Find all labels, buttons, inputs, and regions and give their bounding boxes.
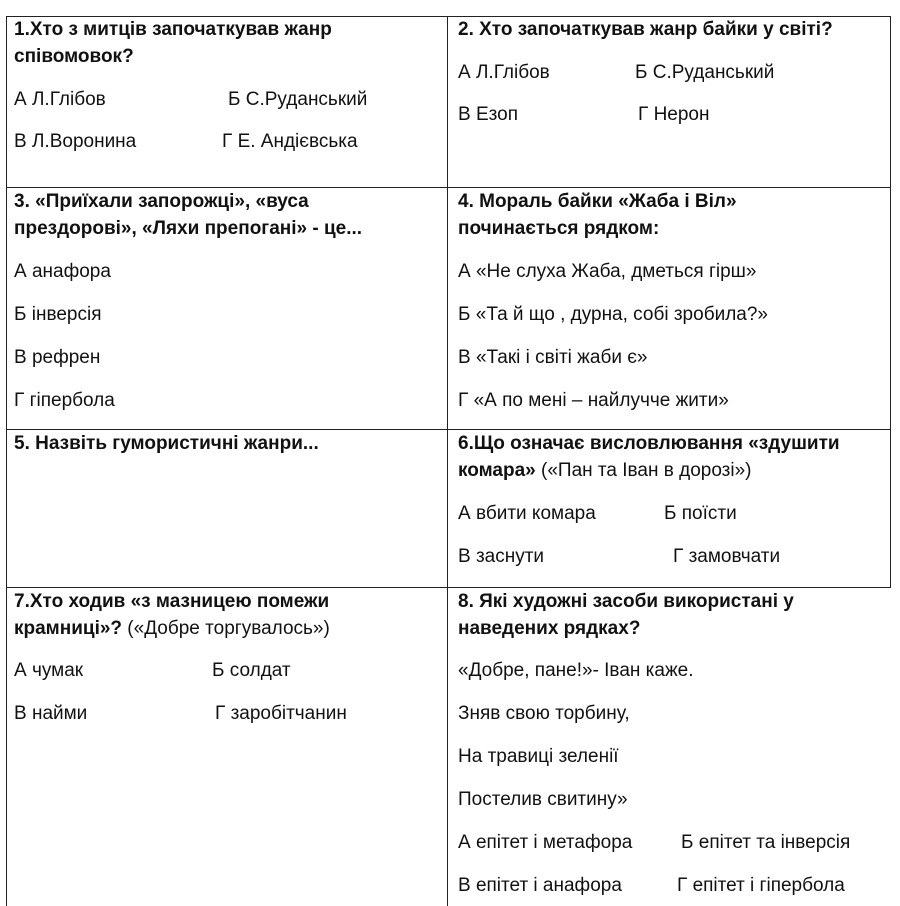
question-2-option-g: Г Нерон: [638, 104, 710, 125]
question-7-title-bold: крамниці»?: [14, 618, 123, 639]
question-1-option-v: В Л.Воронина: [14, 131, 137, 152]
question-6-title-bold: комара»: [458, 460, 536, 481]
question-1-option-g: Г Е. Андієвська: [222, 131, 358, 152]
question-8-title-line-1: 8. Які художні засоби використані у: [458, 591, 794, 612]
question-7-option-b: Б солдат: [212, 660, 291, 681]
question-2-title: 2. Хто започаткував жанр байки у світі?: [458, 19, 833, 40]
quiz-table: [6, 16, 891, 906]
question-2-option-a: А Л.Глібов: [458, 62, 550, 83]
question-5-title: 5. Назвіть гумористичні жанри...: [14, 433, 319, 454]
question-6-title-line-1: 6.Що означає висловлювання «здушити: [458, 433, 840, 454]
question-8-poem-line-3: На травиці зеленії: [458, 746, 619, 767]
question-3-option-b: Б інверсія: [14, 304, 102, 325]
question-7-option-a: А чумак: [14, 660, 84, 681]
question-3-title-line-2: прездорові», «Ляхи препогані» - це...: [14, 218, 363, 239]
question-3-option-a: А анафора: [14, 261, 111, 282]
row-divider-3: [6, 587, 891, 588]
question-8-title-line-2: наведених рядках?: [458, 618, 641, 639]
question-3-option-g: Г гіпербола: [14, 390, 115, 411]
question-4-title-line-1: 4. Мораль байки «Жаба і Віл»: [458, 191, 737, 212]
question-7-title-source: («Добре торгувалось»): [122, 618, 330, 639]
table-border-right: [890, 16, 891, 588]
row-divider-2: [6, 429, 891, 430]
table-border-middle: [447, 16, 448, 906]
question-7-title-line-2: [14, 618, 330, 640]
question-6-title-line-2: [458, 460, 752, 482]
question-6-option-b: Б поїсти: [664, 503, 737, 524]
table-border-left: [6, 16, 7, 906]
question-6-option-v: В заснути: [458, 546, 545, 567]
question-8-poem-line-4: Постелив свитину»: [458, 789, 628, 810]
question-2-option-b: Б С.Руданський: [635, 62, 775, 83]
question-4-option-b: Б «Та й що , дурна, собі зробила?»: [458, 304, 768, 325]
question-7-option-g: Г заробітчанин: [215, 703, 347, 724]
question-8-option-a: А епітет і метафора: [458, 832, 633, 853]
question-3-title-line-1: 3. «Приїхали запорожці», «вуса: [14, 191, 309, 212]
question-7-title-line-1: 7.Хто ходив «з мазницею помежи: [14, 591, 330, 612]
table-border-top: [6, 16, 891, 17]
question-8-option-b: Б епітет та інверсія: [681, 832, 851, 853]
question-1-option-b: Б С.Руданський: [228, 89, 368, 110]
question-8-option-v: В епітет і анафора: [458, 875, 622, 896]
question-4-option-a: А «Не слуха Жаба, дметься гірш»: [458, 261, 757, 282]
question-1-option-a: А Л.Глібов: [14, 89, 106, 110]
question-2-option-v: В Езоп: [458, 104, 518, 125]
question-1-title-line-2: співомовок?: [14, 46, 134, 67]
question-6-option-g: Г замовчати: [673, 546, 781, 567]
row-divider-1: [6, 187, 891, 188]
question-4-title-line-2: починається рядком:: [458, 218, 660, 239]
question-8-poem-line-1: «Добре, пане!»- Іван каже.: [458, 660, 694, 681]
question-1-title-line-1: 1.Хто з митців започаткував жанр: [14, 19, 332, 40]
question-3-option-v: В рефрен: [14, 347, 101, 368]
question-4-option-v: В «Такі і світі жаби є»: [458, 347, 648, 368]
question-6-title-source: («Пан та Іван в дорозі»): [535, 460, 752, 481]
question-8-poem-line-2: Зняв свою торбину,: [458, 703, 630, 724]
question-8-option-g: Г епітет і гіпербола: [677, 875, 845, 896]
question-4-option-g: Г «А по мені – найлучче жити»: [458, 390, 729, 411]
question-6-option-a: А вбити комара: [458, 503, 596, 524]
question-7-option-v: В найми: [14, 703, 88, 724]
